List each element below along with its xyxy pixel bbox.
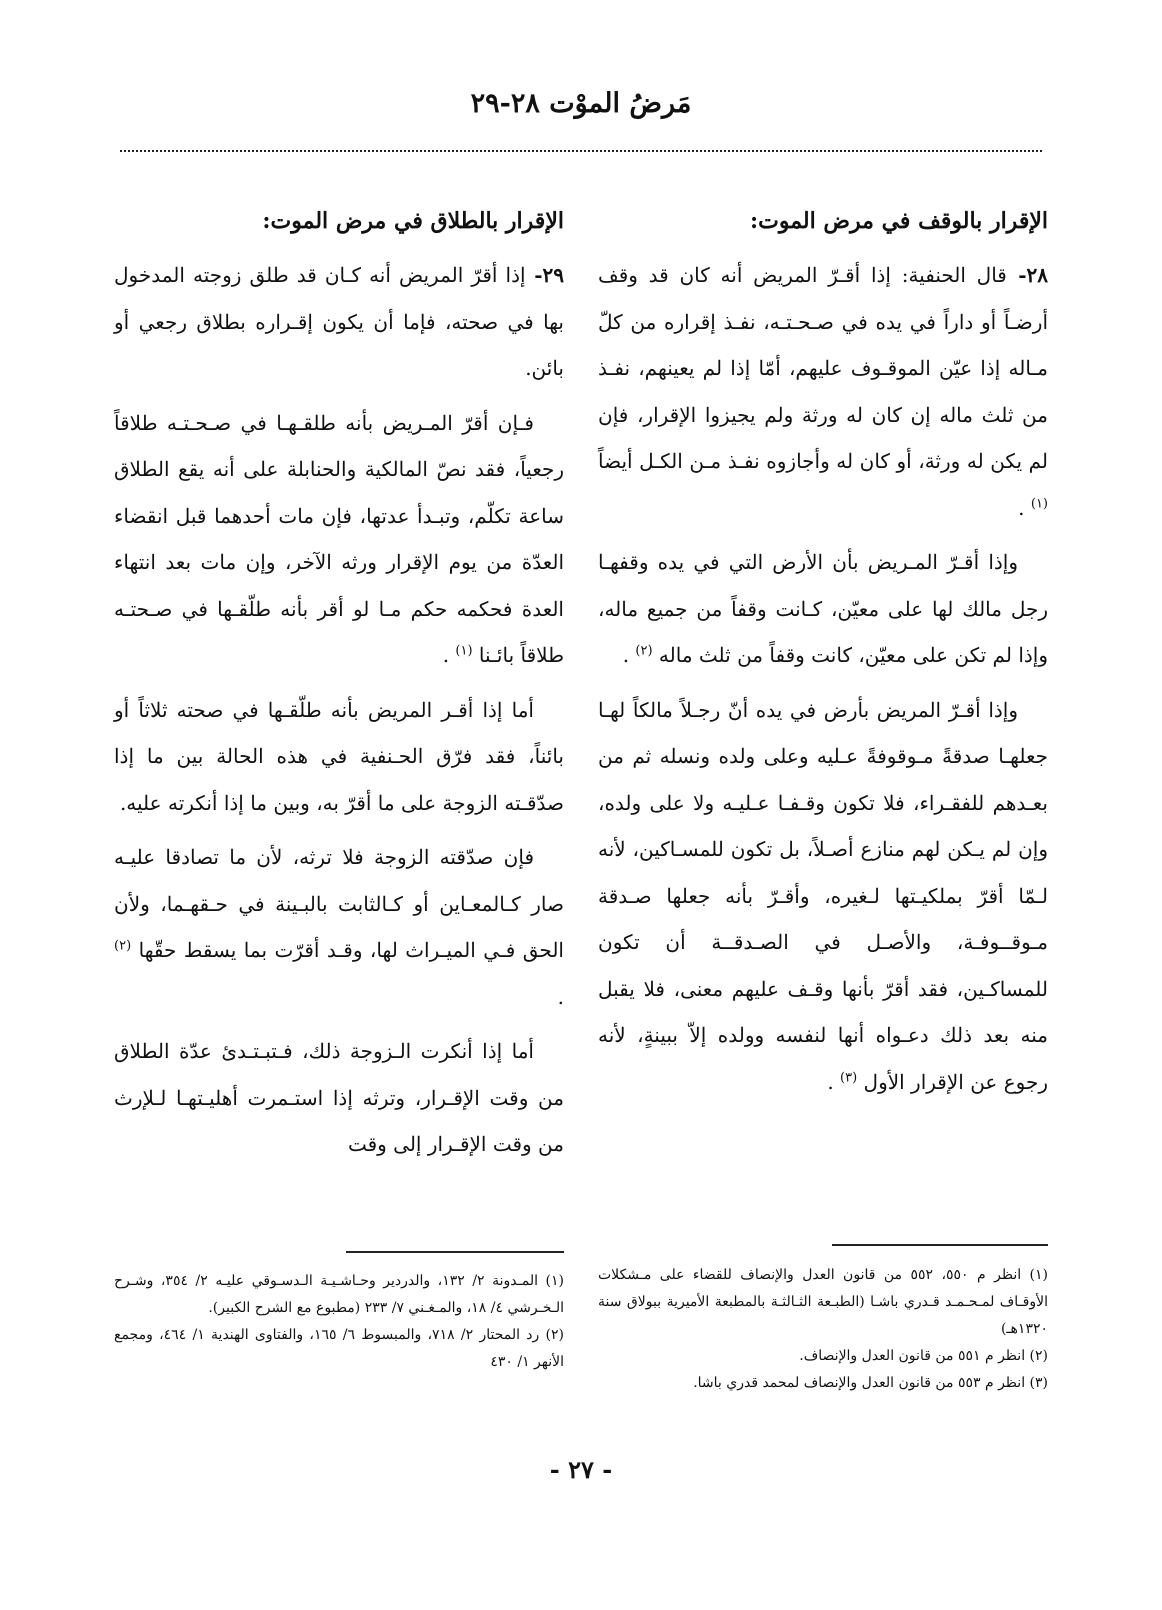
paragraph (114, 1028, 564, 1168)
left-column (114, 196, 564, 1176)
footnotes-right (598, 1262, 1048, 1397)
footnote-ref: (١) (1030, 495, 1048, 511)
paragraph-text: فإن صدّقته الزوجة فلا ترثه، لأن ما تصادقا عليـه صار كـالمعـاين أو كـالثابت بالبـينة في حـقهـما، ولأن الحق فـي الميـراث لها، وقـد أقرّت بما يسقط حقّها (114, 845, 564, 962)
paragraph-text: أما إذا أقـر المريض بأنه طلّقـها في صحته ثلاثاً أو بائناً، فقد فرّق الحـنفية في هذه الحالة بين ما إذا صدّقـته الزوجة على ما أقرّ به، وبين ما إذا أنكرته عليه. (114, 697, 564, 815)
footnote-ref: (٣) (840, 1069, 858, 1085)
paragraph (598, 539, 1048, 679)
footnote: (٣) انظر م ٥٥٣ من قانون العدل والإنصاف لمحمد قدري باشا. (693, 1375, 1048, 1391)
paragraph-end: . (442, 643, 456, 667)
paragraph (114, 834, 564, 1020)
paragraph-text: فـإن أقرّ المـريض بأنه طلقـهـا في صـحـتـه طلاقاً رجعياً، فقد نصّ المالكية والحنابلة على أنه يقع الطلاق ساعة تكلّم، وتبـدأ عدتها، فإن مات أحدهما قبل انقضاء العدّة من يوم الإقرار ورثه الآخر، وإن مات بعد انتهاء العدة فحكمه حكم مـا لو أقر بأنه طلّقـها في صـحتـه طلاقاً بائـنا (114, 410, 564, 667)
section-heading-talaq: الإقرار بالطلاق في مرض الموت: (262, 208, 564, 234)
paragraph-number: ٢٨- (1006, 263, 1048, 287)
paragraph-text: أما إذا أنكرت الـزوجة ذلك، فـتبـتـدئ عدّة الطلاق من وقت الإقـرار، وترثه إذا استـمرت أهليـتهـا لـلإرث من وقت الإقـرار إلى وقت (114, 1039, 564, 1156)
page-number: - ٢٧ - (549, 1455, 613, 1484)
footnote-ref: (١) (455, 643, 473, 659)
paragraph-number: ٢٩- (525, 263, 565, 287)
paragraph-end: . (827, 1069, 841, 1094)
header-dotted-rule (120, 150, 1042, 152)
footnote-rule-left (346, 1251, 564, 1253)
paragraph-text: وإذا أقـرّ المريض بأرض في يده أنّ رجـلاً مالكاً لهـا جعلهـا صدقةً مـوقوفةً عـليه وعلى ولده ونسله ثم من بعـدهم للفقـراء، فلا تكون وقـفـا عـليـه ولا على ولده، وإن لم يـكن لهم منازع أصـلاً، بل تكون للمسـاكين، لأنه لـمّا أقرّ بملكيـتها لـغيره، وأقـرّ بأنه جعلها صـدقة مـوقــوفـة، والأصـل في الصـدقــة أن تكون للمساكـين، فقد أقرّ بأنها وقـف عليهم معنى، فلا يقبل منه بعد ذلك دعـواه أنها لنفسه وولده إلاّ ببينةٍ، لأنه رجوع عن الإقرار الأول (598, 697, 1048, 1094)
paragraph-text: إذا أقرّ المريض أنه كـان قد طلق زوجته المدخول بها في صحته، فإما أن يكون إقـراره بطلاق رجعي أو بائن. (114, 263, 564, 380)
right-column (598, 196, 1048, 1113)
page-header: مَرضُ الموْت ٢٨-٢٩ (470, 88, 692, 119)
paragraph (114, 400, 564, 679)
section-heading-waqf: الإقرار بالوقف في مرض الموت: (750, 208, 1048, 234)
footnote-ref: (٢) (635, 643, 653, 659)
paragraph (598, 687, 1048, 1106)
footnote: (١) المـدونة ٢/ ١٣٢، والدردير وحـاشـيـة الـدسـوقي عليـه ٢/ ٣٥٤، وشـرح الـخـرشي ٤/ ١٨، والمـغـني ٧/ ٢٣٣ (مطبوع مع الشرح الكبير). (114, 1273, 564, 1316)
footnote-ref: (٢) (114, 938, 132, 954)
paragraph-28 (598, 252, 1048, 531)
footnote: (٢) انظر م ٥٥١ من قانون العدل والإنصاف. (799, 1348, 1048, 1364)
paragraph (114, 687, 564, 827)
footnote: (١) انظر م ٥٥٠، ٥٥٢ من قانون العدل والإنصاف للقضاء على مـشكلات الأوقـاف لمـحـمـد قـدري باشـا (الطبـعة الثـالثـة بالمطبعة الأميرية ببولاق سنة ١٣٢٠هـ) (598, 1267, 1049, 1337)
paragraph-end: . (1018, 495, 1031, 520)
footnotes-left (114, 1268, 564, 1376)
footnote-rule-right (832, 1244, 1048, 1246)
paragraph-end: . (557, 984, 564, 1009)
paragraph-text: وإذا أقـرّ المـريض بأن الأرض التي في يده وقفهـا رجل مالك لها على معيّن، كـانت وقفاً من جميع ماله، وإذا لم تكن على معيّن، كانت وقفاً من ثلث ماله (598, 550, 1049, 667)
footnote: (٢) رد المحتار ٢/ ٧١٨، والمبسوط ٦/ ١٦٥، والفتاوى الهندية ١/ ٤٦٤، ومجمع الأنهر ١/ ٤٣٠ (114, 1327, 565, 1370)
paragraph-29 (114, 252, 564, 392)
paragraph-text: قال الحنفية: إذا أقـرّ المريض أنه كان قد وقف أرضـاً أو داراً في يده في صـحـتـه، نفـذ إقراره من كلّ مـاله إذا عيّن الموقـوف عليهم، أمّا إذا لم يعينهم، نفـذ من ثلث ماله إن كان له ورثة ولم يجيزوا الإقرار، فإن لم يكن له ورثة، أو كان له وأجازوه نفـذ مـن الكـل أيضاً (598, 263, 1048, 473)
paragraph-end: . (622, 643, 636, 667)
